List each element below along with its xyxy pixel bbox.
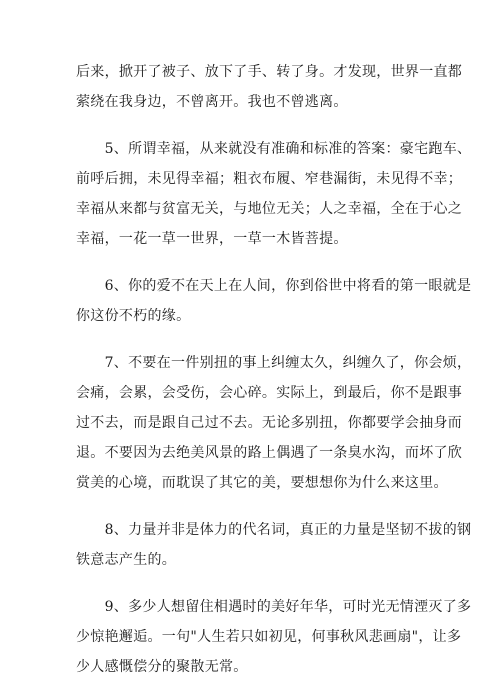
text-line: 8、力量并非是体力的代名词，真正的力量是坚韧不拔的钢 xyxy=(76,522,472,538)
paragraph-continuation xyxy=(76,57,463,117)
text-line: 后来，掀开了被子、放下了手、转了身。才发现，世界一直都 xyxy=(76,64,463,80)
text-line: 5、所谓幸福，从来就没有准确和标准的答案：豪宅跑车、 xyxy=(76,141,472,157)
text-line: 赏美的心境，而耽误了其它的美，要想想你为什么来这里。 xyxy=(76,475,448,491)
text-line: 幸福，一花一草一世界，一草一木皆菩提。 xyxy=(76,231,348,247)
paragraph-7 xyxy=(76,348,472,498)
document-body xyxy=(76,57,472,699)
paragraph-8 xyxy=(76,515,472,575)
text-line: 少惊艳邂逅。一句"人生若只如初见，何事秋风悲画扇"，让多 xyxy=(76,629,462,645)
text-line: 萦绕在我身边，不曾离开。我也不曾逃离。 xyxy=(76,94,348,110)
text-line: 幸福从来都与贫富无关，与地位无关；人之幸福，全在于心之 xyxy=(76,201,463,217)
text-line: 会痛，会累，会受伤，会心碎。实际上，到最后，你不是跟事 xyxy=(76,385,463,401)
paragraph-6 xyxy=(76,271,472,331)
text-line: 退。不要因为去绝美风景的路上偶遇了一条臭水沟，而坏了欣 xyxy=(76,445,463,461)
text-line: 铁意志产生的。 xyxy=(76,552,177,568)
text-line: 9、多少人想留住相遇时的美好年华，可时光无情湮灭了多 xyxy=(76,599,472,615)
text-line: 7、不要在一件别扭的事上纠缠太久，纠缠久了，你会烦， xyxy=(76,355,472,371)
text-line: 6、你的爱不在天上在人间，你到俗世中将看的第一眼就是 xyxy=(76,278,472,294)
text-line: 少人感慨偿分的聚散无常。 xyxy=(76,659,248,675)
text-line: 过不去，而是跟自己过不去。无论多别扭，你都要学会抽身而 xyxy=(76,415,463,431)
text-line: 前呼后拥，未见得幸福；粗衣布履、窄巷漏街，未见得不幸； xyxy=(76,171,463,187)
text-line: 你这份不朽的缘。 xyxy=(76,308,191,324)
paragraph-9 xyxy=(76,592,472,682)
paragraph-5 xyxy=(76,134,472,254)
